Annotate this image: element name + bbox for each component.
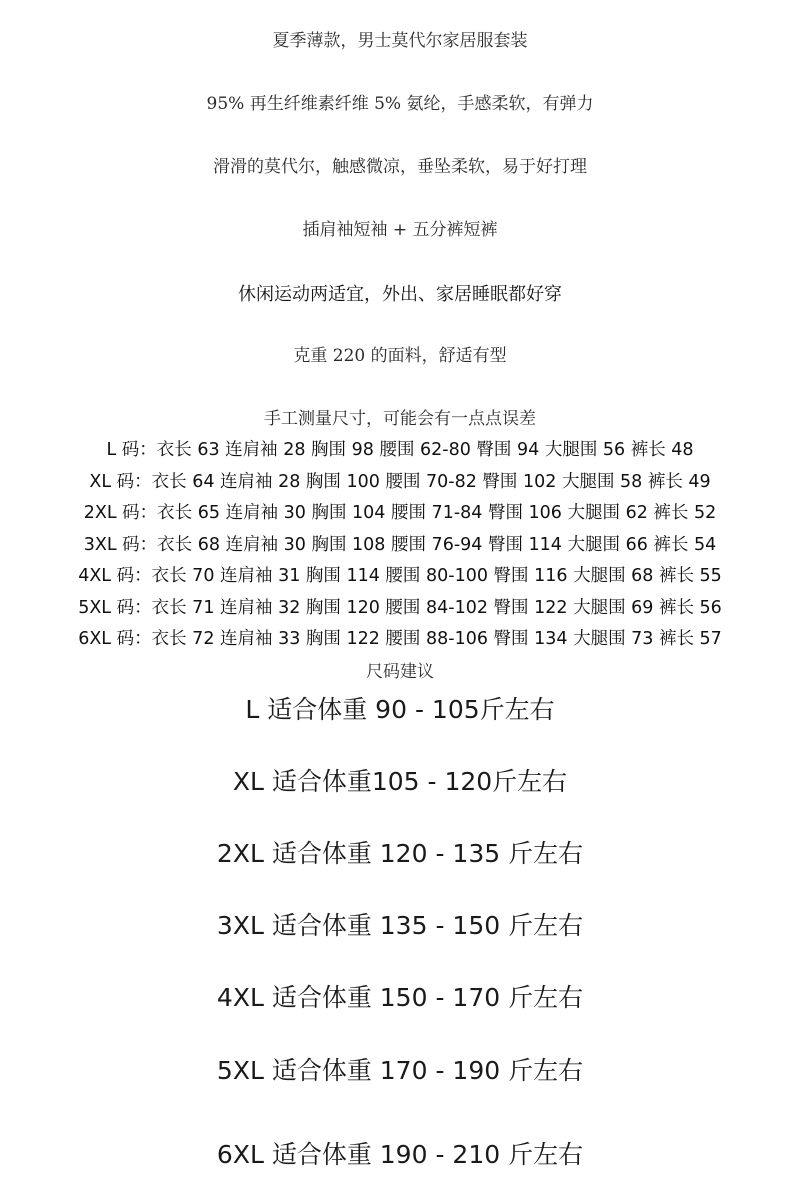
description-line-5: 休闲运动两适宜，外出、家居睡眠都好穿 <box>238 284 562 305</box>
size-advice-6xl: 6XL 适合体重 190 - 210 斤左右 <box>216 1140 584 1169</box>
size-advice-3xl: 3XL 适合体重 135 - 150 斤左右 <box>216 911 584 940</box>
size-row-4xl: 4XL 码：衣长 70 连肩袖 31 胸围 114 腰围 80-100 臀围 116 大腿围 68 裤长 55 <box>78 566 722 586</box>
size-advice-4xl: 4XL 适合体重 150 - 170 斤左右 <box>216 983 584 1012</box>
description-line-4: 插肩袖短袖 + 五分裤短裤 <box>302 220 498 240</box>
size-advice-2xl: 2XL 适合体重 120 - 135 斤左右 <box>216 839 584 868</box>
size-row-6xl: 6XL 码：衣长 72 连肩袖 33 胸围 122 腰围 88-106 臀围 134 大腿围 73 裤长 57 <box>78 629 722 649</box>
size-row-l: L 码：衣长 63 连肩袖 28 胸围 98 腰围 62-80 臀围 94 大腿围 56 裤长 48 <box>106 440 694 460</box>
size-advice-l: L 适合体重 90 - 105斤左右 <box>245 695 555 724</box>
size-row-xl: XL 码：衣长 64 连肩袖 28 胸围 100 腰围 70-82 臀围 102 大腿围 58 裤长 49 <box>89 472 711 492</box>
size-row-2xl: 2XL 码：衣长 65 连肩袖 30 胸围 104 腰围 71-84 臀围 106 大腿围 62 裤长 52 <box>83 503 717 523</box>
size-advice-title: 尺码建议 <box>366 662 434 682</box>
description-line-3: 滑滑的莫代尔，触感微凉，垂坠柔软，易于好打理 <box>213 157 587 177</box>
size-advice-xl: XL 适合体重105 - 120斤左右 <box>232 767 568 796</box>
size-row-5xl: 5XL 码：衣长 71 连肩袖 32 胸围 120 腰围 84-102 臀围 122 大腿围 69 裤长 56 <box>78 598 722 618</box>
size-row-3xl: 3XL 码：衣长 68 连肩袖 30 胸围 108 腰围 76-94 臀围 114 大腿围 66 裤长 54 <box>83 535 717 555</box>
description-line-1: 夏季薄款，男士莫代尔家居服套装 <box>272 31 528 51</box>
measurement-note: 手工测量尺寸，可能会有一点点误差 <box>264 409 536 429</box>
description-line-2: 95% 再生纤维素纤维 5% 氨纶，手感柔软，有弹力 <box>206 94 594 114</box>
description-line-6: 克重 220 的面料，舒适有型 <box>293 346 507 366</box>
size-advice-5xl: 5XL 适合体重 170 - 190 斤左右 <box>216 1056 584 1085</box>
